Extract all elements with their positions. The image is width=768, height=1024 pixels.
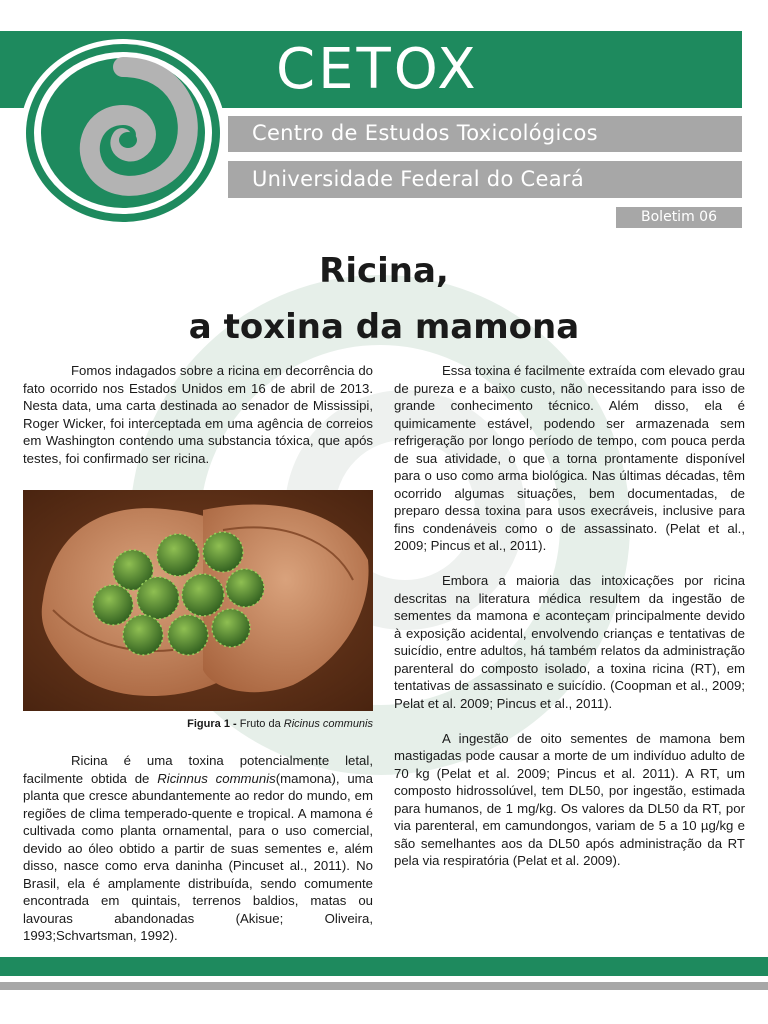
subtitle-university: Universidade Federal do Ceará [252,167,585,191]
article-title-line-1: Ricina, [319,251,449,291]
figure-caption-text: Fruto da [236,718,284,730]
paragraph-ricin-definition-a: Ricina é uma toxina potencialmente letal, facilmente obtida de [23,753,373,786]
paragraph-ricin-definition-species: Ricinnus communis [157,770,276,786]
figure-caption [23,717,373,731]
right-column [394,362,745,887]
site-title: CETOX [276,37,479,102]
figure-caption-species: Ricinus communis [283,718,373,730]
paragraph-ricin-definition [23,752,373,945]
paragraph-extraction: Essa toxina é facilmente extraída com elevado grau de pureza e a baixo custo, não necessitando para isso de grande conhecimento técnico. Além disso, ela é quimicamente estável, podendo ser armazenada sem refrigeração por longo período de tempo, com pouca perda de sua atividade, o que a torna prontamente disponível para o uso como arma biológica. Nas últimas décadas, têm ocorrido algumas situações, bem documentadas, de preparo dessa toxina para usos execráveis, inclusive para fins condenáveis como o de assassinato. (Pelat et al., 2009; Pincus et al., 2011). [394,363,745,553]
paragraph-intoxications: Embora a maioria das intoxicações por ricina descritas na literatura médica resultem da ingestão de sementes da mamona e aconteçam principalmente devido à exposição acidental, envolvendo crianças e tentativas de suicídio, entre adultos, há também relatos da administração parenteral do composto isolado, a toxina ricina (RT), em tentativas de assassinato e suicídio. (Coopman et al., 2009; Pelat et al. 2009; Pincus et al., 2011). [394,573,745,711]
issue-badge: Boletim 06 [616,207,742,228]
subtitle-institute: Centro de Estudos Toxicológicos [252,121,598,145]
paragraph-ricin-definition-b: (mamona), uma planta que cresce abundantemente ao redor do mundo, em regiões de clima temperado-quente e tropical. A mamona é cultivada como planta ornamental, para o uso comercial, devido ao óleo obtido a partir de suas sementes e, além disso, nasce como erva daninha (Pincuset al., 2011). No Brasil, ela é amplamente distribuída, sendo comumente encontrada em quintais, terrenos baldios, matas ou lavouras abandonadas (Akisue; Oliveira, 1993;Schvartsman, 1992). [23,770,373,943]
castor-fruit-photo [23,490,373,711]
figure-caption-label: Figura 1 - [187,718,237,730]
paragraph-intro: Fomos indagados sobre a ricina em decorrência do fato ocorrido nos Estados Unidos em 16 de abril de 2013. Nesta data, uma carta destinada ao senador de Mississipi, Roger Wicker, foi interceptada em uma agência de correios em Washington contendo uma substancia tóxica, que após testes, foi confirmado ser ricina. [23,363,373,466]
paragraph-lethal-dose: A ingestão de oito sementes de mamona bem mastigadas pode causar a morte de um indivíduo adulto de 70 kg (Pelat et al. 2009; Pincus et al. 2011). A RT, um composto hidrossolúvel, tem DL50, por ingestão, estimada para humanos, de 1 mg/kg. Os valores da DL50 da RT, por via parenteral, em camundongos, variam de 5 a 10 µg/kg e são semelhantes aos da DL50 após administração da RT pela via respiratória (Pelat et al. 2009). [394,730,745,868]
article-title [0,248,768,350]
footer-green-band [0,957,768,976]
left-column-bottom [23,752,373,962]
footer-gray-band [0,982,768,990]
cetox-logo [18,37,228,229]
article-title-line-2: a toxina da mamona [188,307,580,347]
left-column-top [23,362,373,485]
